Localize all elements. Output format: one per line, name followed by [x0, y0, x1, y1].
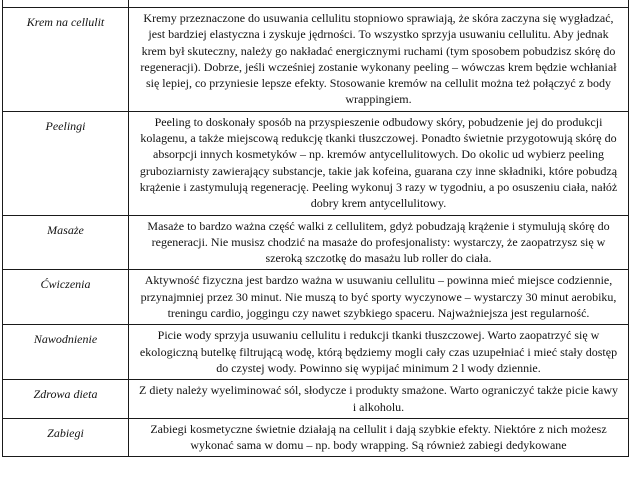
row-description: Kremy przeznaczone do usuwania cellulitu stopniowo sprawiają, że skóra zaczyna się wygładzać, jest bardziej elastyczna i zyskuje jędrności. To wszystko sprzyja usuwaniu cellulitu. Aby jednak krem był skuteczny, należy go nakładać energicznymi ruchami (tym sposobem pobudzisz skórę do regeneracji). Dobrze, jeśli wcześniej zostanie wykonany peeling – wówczas krem będzie wchłaniał się lepiej, co przyniesie lepsze efekty. Stosowanie kremów na cellulit można też połączyć z body wrappingiem. — [129, 8, 629, 112]
table-row-masaze — [3, 215, 629, 270]
table-row-dieta — [3, 380, 629, 419]
table-row-peelingi — [3, 111, 629, 215]
row-description: Masaże to bardzo ważna część walki z cellulitem, gdyż pobudzają krążenie i stymulują skórę do regeneracji. Nie musisz chodzić na masaże do profesjonalisty: wystarczy, że zaopatrzysz się w szeroką szczotkę do masażu lub roller do ciała. — [129, 215, 629, 270]
row-label: Zdrowa dieta — [33, 387, 98, 402]
row-description: Peeling to doskonały sposób na przyspieszenie odbudowy skóry, pobudzenie jej do produkcji kolagenu, a także miejscową redukcję tkanki tłuszczowej. Ponadto świetnie przygotowują skórę do absorpcji innych kosmetyków – np. kremów antycellulitowych. Do okolic ud wybierz peeling gruboziarnisty zawierający substancje, takie jak kofeina, guarana czy inne składniki, które pobudzą krążenie i zastymulują regenerację. Peeling wykonuj 3 razy w tygodniu, a po osuszeniu ciała, nałóż dobry krem antycellulitowy. — [129, 111, 629, 215]
row-label-cell — [3, 380, 129, 419]
table-row-krem — [3, 8, 629, 112]
row-label-cell — [3, 215, 129, 270]
row-label: Masaże — [47, 222, 84, 237]
row-description: Zabiegi kosmetyczne świetnie działają na cellulit i dają szybkie efekty. Niektóre z nich możesz wykonać sama w domu – np. body wrapping. Są również zabiegi dedykowane — [129, 418, 629, 457]
cellulite-methods-table — [2, 0, 629, 457]
row-label-cell — [3, 325, 129, 380]
table-row-zabiegi — [3, 418, 629, 457]
row-label: Zabiegi — [47, 425, 84, 440]
row-label-cell — [3, 418, 129, 457]
row-description: Aktywność fizyczna jest bardzo ważna w usuwaniu cellulitu – powinna mieć miejsce codziennie, przynajmniej przez 30 minut. Nie muszą to być sporty wyczynowe – wystarczy 30 minut aerobiku, treningu cardio, joggingu czy nawet szybkiego spaceru. Najważniejsza jest regularność. — [129, 270, 629, 325]
row-label: Nawodnienie — [33, 332, 98, 347]
row-label-cell — [3, 8, 129, 112]
table-row-cwiczenia — [3, 270, 629, 325]
row-label-cell — [3, 111, 129, 215]
row-label-cell — [3, 270, 129, 325]
table-row-nawodnienie — [3, 325, 629, 380]
row-description: Z diety należy wyeliminować sól, słodycze i produkty smażone. Warto ograniczyć także picie kawy i alkoholu. — [129, 380, 629, 419]
row-label: Ćwiczenia — [40, 277, 91, 292]
row-label: Krem na cellulit — [26, 15, 105, 29]
row-description: Picie wody sprzyja usuwaniu cellulitu i redukcji tkanki tłuszczowej. Warto zaopatrzyć się w ekologiczną butelkę filtrującą wodę, którą będziemy mogli cały czas uzupełniać i mieć stały dostęp do czystej wody. Powinno się wypijać minimum 2 l wody dziennie. — [129, 325, 629, 380]
table-top-row — [3, 0, 629, 8]
row-label: Peelingi — [45, 118, 86, 133]
